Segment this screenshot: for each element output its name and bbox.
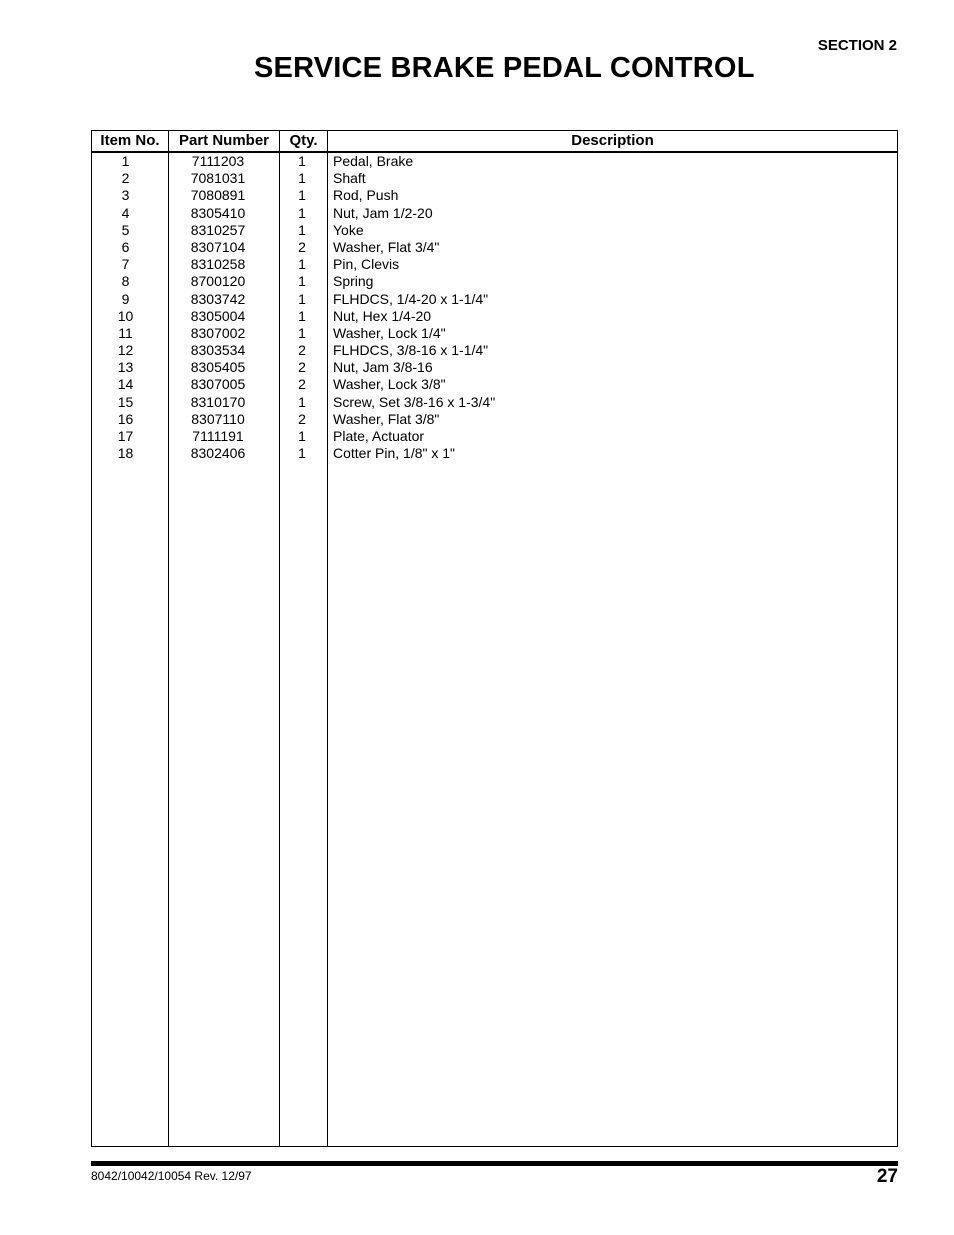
quantity: 1: [298, 187, 306, 204]
quantity: 1: [298, 307, 306, 324]
table-row: [92, 222, 897, 239]
description: FLHDCS, 3/8-16 x 1-1/4": [333, 342, 489, 359]
description: Yoke: [333, 221, 364, 238]
item-number: 15: [117, 393, 134, 410]
part-number: 8303534: [190, 342, 246, 359]
quantity: 1: [298, 290, 306, 307]
description: Rod, Push: [333, 187, 399, 204]
item-number: 10: [117, 307, 134, 324]
part-number: 8307005: [190, 376, 246, 393]
quantity: 2: [298, 410, 306, 427]
part-number: 8307110: [191, 410, 245, 427]
table-row: [92, 205, 897, 222]
description: Cotter Pin, 1/8" x 1": [333, 445, 455, 462]
item-number: 5: [121, 221, 130, 238]
table-row: [92, 308, 897, 325]
part-number: 8310257: [190, 221, 246, 238]
part-number: 8302406: [190, 445, 246, 462]
table-row: [92, 445, 897, 462]
item-number: 6: [121, 238, 130, 255]
description: Washer, Lock 1/4": [333, 324, 446, 341]
item-number: 7: [121, 256, 130, 273]
column-header-item-no: Item No.: [100, 132, 160, 149]
table-row: [92, 291, 897, 308]
quantity: 2: [298, 238, 306, 255]
quantity: 2: [298, 342, 306, 359]
part-number: 7081031: [190, 170, 246, 187]
description: Nut, Hex 1/4-20: [333, 307, 432, 324]
quantity: 1: [298, 393, 306, 410]
quantity: 2: [298, 376, 306, 393]
footer-rule: [91, 1161, 898, 1166]
description: Washer, Flat 3/4": [333, 238, 440, 255]
quantity: 1: [298, 445, 306, 462]
table-row: [92, 256, 897, 273]
description: Nut, Jam 1/2-20: [333, 204, 433, 221]
table-row: [92, 170, 897, 187]
description: Pedal, Brake: [333, 153, 414, 169]
part-number: 8305410: [190, 204, 246, 221]
part-number: 8310170: [190, 393, 246, 410]
item-number: 11: [118, 324, 133, 341]
description: Screw, Set 3/8-16 x 1-3/4": [333, 393, 496, 410]
quantity: 1: [298, 204, 306, 221]
table-row: [92, 411, 897, 428]
quantity: 1: [298, 256, 306, 273]
table-row: [92, 325, 897, 342]
table-row: [92, 153, 897, 170]
table-row: [92, 273, 897, 290]
description: FLHDCS, 1/4-20 x 1-1/4": [333, 290, 489, 307]
description: Shaft: [333, 170, 366, 187]
part-number: 8307104: [190, 238, 246, 255]
quantity: 1: [298, 221, 306, 238]
part-number: 8305405: [190, 359, 246, 376]
description: Washer, Flat 3/8": [333, 410, 440, 427]
part-number: 8700120: [190, 273, 246, 290]
part-number: 7111191: [192, 428, 244, 444]
item-number: 18: [117, 445, 134, 462]
item-number: 2: [121, 170, 130, 187]
table-row: [92, 359, 897, 376]
item-number: 1: [121, 153, 130, 169]
item-number: 13: [117, 359, 134, 376]
part-number: 8305004: [190, 307, 246, 324]
table-body: [92, 153, 897, 462]
part-number: 8307002: [190, 324, 246, 341]
quantity: 2: [298, 359, 306, 376]
table-row: [92, 187, 897, 204]
quantity: 1: [298, 273, 306, 290]
description: Plate, Actuator: [333, 428, 425, 444]
description: Pin, Clevis: [333, 256, 400, 273]
document-code: 8042/10042/10054 Rev. 12/97: [91, 1169, 252, 1183]
page-number: 27: [876, 1166, 898, 1187]
item-number: 16: [117, 410, 134, 427]
quantity: 1: [298, 324, 306, 341]
column-header-part-number: Part Number: [178, 132, 270, 149]
item-number: 17: [117, 428, 134, 444]
item-number: 8: [121, 273, 130, 290]
item-number: 4: [121, 204, 130, 221]
page-title: SERVICE BRAKE PEDAL CONTROL: [254, 52, 755, 84]
part-number: 8310258: [190, 256, 246, 273]
part-number: 8303742: [190, 290, 246, 307]
item-number: 3: [121, 187, 130, 204]
part-number: 7080891: [190, 187, 246, 204]
description: Spring: [333, 273, 374, 290]
table-row: [92, 376, 897, 393]
item-number: 12: [117, 342, 134, 359]
column-header-description: Description: [571, 132, 654, 149]
item-number: 14: [117, 376, 134, 393]
item-number: 9: [121, 290, 130, 307]
quantity: 1: [298, 170, 306, 187]
part-number: 7111203: [191, 153, 245, 169]
quantity: 1: [298, 153, 306, 169]
parts-table: [91, 130, 898, 1147]
quantity: 1: [298, 428, 306, 444]
table-row: [92, 394, 897, 411]
description: Nut, Jam 3/8-16: [333, 359, 433, 376]
table-row: [92, 239, 897, 256]
table-row: [92, 428, 897, 445]
section-label: SECTION 2: [817, 37, 897, 54]
column-header-qty: Qty.: [289, 132, 318, 149]
description: Washer, Lock 3/8": [333, 376, 446, 393]
table-row: [92, 342, 897, 359]
